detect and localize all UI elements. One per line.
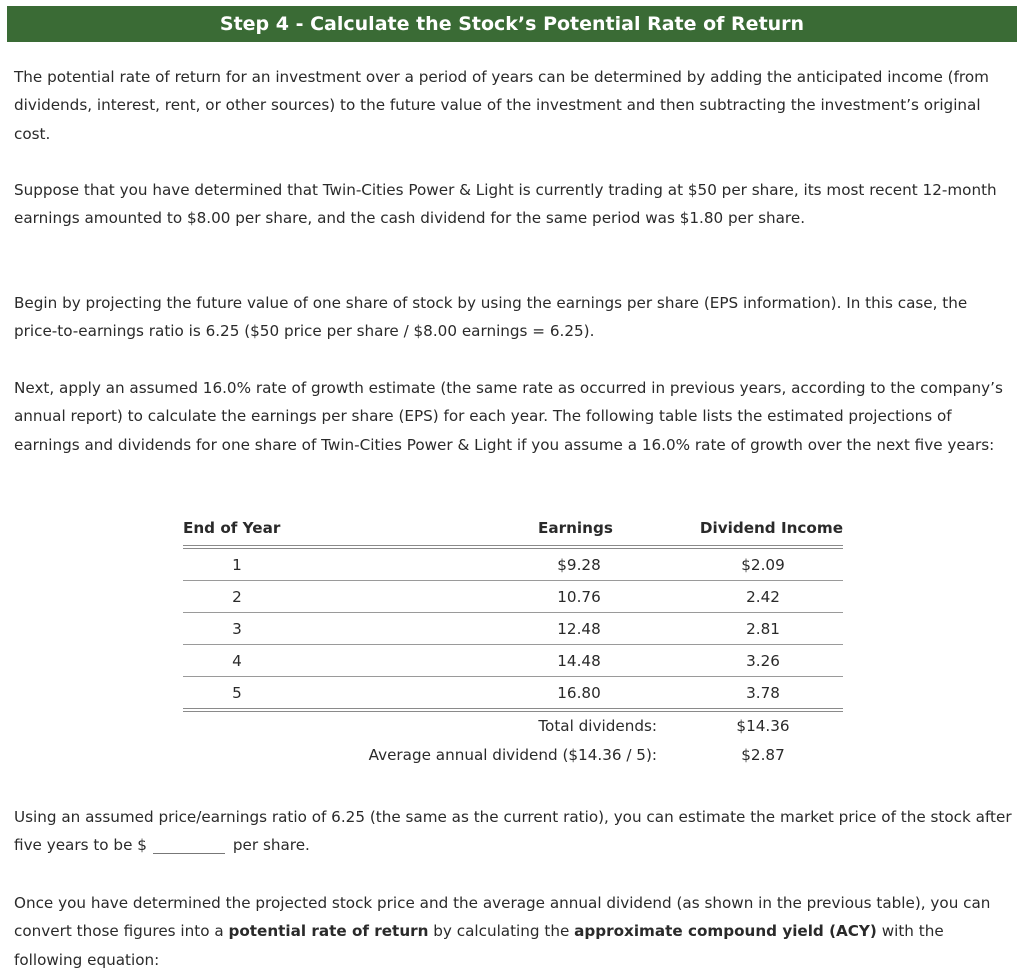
average-dividend-label: Average annual dividend ($14.36 / 5):: [368, 746, 657, 764]
average-dividend-value: $2.87: [741, 746, 785, 764]
acy-text-3: with the following equation:: [14, 922, 944, 969]
cell-dividend: $2.09: [741, 556, 785, 574]
acy-bold-approximate-yield: approximate compound yield (ACY): [574, 922, 877, 941]
table-row: [183, 645, 843, 677]
market-price-text: Using an assumed price/earnings ratio of 6.25 (the same as the current ratio), you can estimate the market price of the stock after five years to be $: [14, 808, 1012, 855]
step-header: [7, 6, 1017, 42]
total-dividends-label: Total dividends:: [538, 717, 657, 735]
table-row: [183, 581, 843, 613]
cell-year: 3: [232, 620, 242, 638]
cell-dividend: 2.42: [746, 588, 780, 606]
header-dividend-income: Dividend Income: [699, 519, 843, 537]
table-row: [183, 549, 843, 581]
step-title: Step 4 - Calculate the Stock’s Potential Rate of Return: [219, 13, 805, 35]
cell-year: 4: [232, 652, 242, 670]
cell-earnings: 16.80: [557, 684, 601, 702]
cell-earnings: 12.48: [557, 620, 601, 638]
pe-ratio-paragraph: Begin by projecting the future value of one share of stock by using the earnings per share (EPS information). In this case, the price-to-earnings ratio is 6.25 ($50 price per share / $8.00 earnings = 6.25).: [14, 294, 968, 341]
cell-earnings: $9.28: [557, 556, 601, 574]
table-totals: [183, 712, 843, 772]
cell-earnings: 14.48: [557, 652, 601, 670]
total-dividends-value: $14.36: [736, 717, 790, 735]
table-header-row: [183, 514, 843, 545]
projection-table: [183, 514, 843, 772]
cell-dividend: 2.81: [746, 620, 780, 638]
cell-dividend: 3.78: [746, 684, 780, 702]
table-row: [183, 613, 843, 645]
acy-bold-potential-rate: potential rate of return: [228, 922, 429, 941]
header-end-of-year: End of Year: [183, 519, 281, 537]
acy-paragraph: [14, 889, 1014, 974]
scenario-paragraph: Suppose that you have determined that Twin-Cities Power & Light is currently trading at $50 per share, its most recent 12-month earnings amounted to $8.00 per share, and the cash dividend for the same period was $1.80 per share.: [14, 181, 997, 228]
market-price-suffix: per share.: [232, 836, 310, 855]
intro-paragraph: The potential rate of return for an investment over a period of years can be determined by adding the anticipated income (from dividends, interest, rent, or other sources) to the future value of the investment and then subtracting the investment’s original cost.: [14, 68, 989, 143]
growth-paragraph: Next, apply an assumed 16.0% rate of growth estimate (the same rate as occurred in previous years, according to the company’s annual report) to calculate the earnings per share (EPS) for each year. The following table lists the estimated projections of earnings and dividends for one share of Twin-Cities Power & Light if you assume a 16.0% rate of growth over the next five years:: [14, 379, 1003, 454]
market-price-paragraph: [14, 803, 1014, 860]
market-price-answer-blank[interactable]: [153, 852, 225, 854]
acy-text-2: by calculating the: [428, 922, 575, 941]
table-row: [183, 677, 843, 708]
cell-year: 1: [232, 556, 242, 574]
cell-year: 5: [232, 684, 242, 702]
header-earnings: Earnings: [538, 519, 613, 537]
cell-year: 2: [232, 588, 242, 606]
cell-earnings: 10.76: [557, 588, 601, 606]
acy-text-1: Once you have determined the projected stock price and the average annual dividend (as shown in the previous table), you can convert those figures into a: [14, 894, 991, 941]
cell-dividend: 3.26: [746, 652, 780, 670]
